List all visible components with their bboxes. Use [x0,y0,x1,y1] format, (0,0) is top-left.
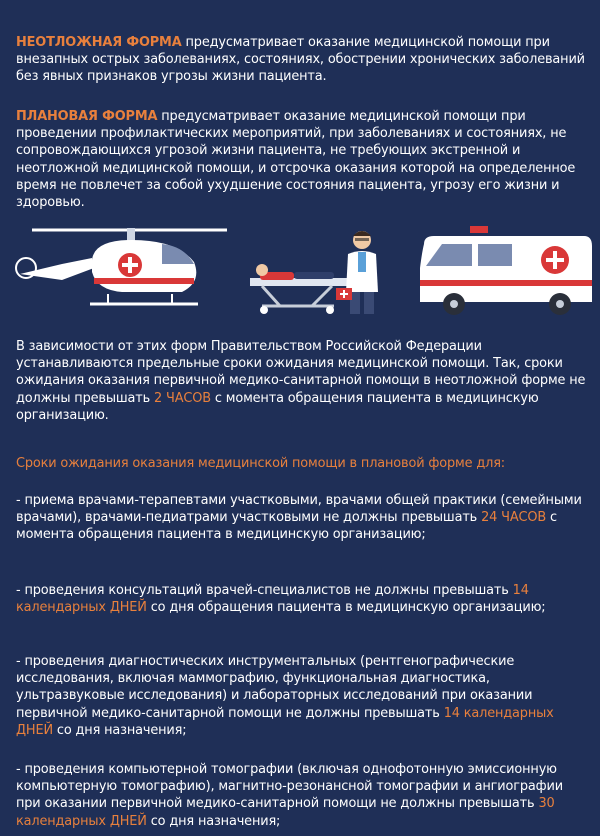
planned-form-paragraph [16,108,586,211]
planned-form-text: предусматривает оказание медицинской помощи при проведении профилактических мероприятий, при заболеваниях и состояниях, не сопровождающихся угрозой жизни пациента, не требующих экстренной и неотложной медицинской помощи, и отсрочка оказания которой на определенное время не повлечет за собой ухудшение состояния пациента, угрозу его жизни и здоровью. [16,109,576,211]
urgent-limit-highlight: 2 ЧАСОВ [154,390,211,406]
list-item: - проведения компьютерной томографии (включая однофотонную эмиссионную компьютерную томографию), магнитно-резонансной томографии и ангиографии при оказании первичной медико-санитарной помощи не должны превышать 30 календарных ДНЕЙ со дня назначения; [16,762,563,829]
urgent-form-paragraph [16,34,586,86]
waiting-times-text-2: с момента обращения пациента в медицинскую организацию. [16,390,539,423]
list-item: - проведения диагностических инструментальных (рентгенографические исследования, включая маммографию, функциональная диагностика, ультразвуковые исследования) и лабораторных исследований при оказании первичной медико-санитарной помощи не должны превышать 14 календарных ДНЕЙ со дня назначения; [16,654,554,738]
planned-form-lead: ПЛАНОВАЯ ФОРМА [16,109,158,124]
waiting-times-text-1: В зависимости от этих форм Правительством Российской Федерации устанавливаются предельные сроки ожидания медицинской помощи. Так, сроки ожидания оказания первичной медико-санитарной помощи в неотложной форме не должны превышать [16,339,586,406]
doctor-icon [336,231,378,314]
medical-illustration [12,222,598,322]
urgent-form-lead: НЕОТЛОЖНАЯ ФОРМА [16,35,182,50]
planned-limits-heading: Сроки ожидания оказания медицинской помощи в плановой форме для: [16,456,505,471]
urgent-form-text: предусматривает оказание медицинской помощи при внезапных острых заболеваниях, состояниях, обострении хронических заболеваний без явных признаков угрозы жизни пациента. [16,35,585,85]
stretcher-icon [250,264,350,314]
ambulance-icon [420,226,592,315]
list-item: - проведения консультаций врачей-специалистов не должны превышать 14 календарных ДНЕЙ со дня обращения пациента в медицинскую организацию; [16,583,546,616]
list-item: - приема врачами-терапевтами участковыми, врачами общей практики (семейными врачами), врачами-педиатрами участковыми не должны превышать 24 ЧАСОВ с момента обращения пациента в медицинскую организацию; [16,493,582,543]
waiting-times-paragraph [16,338,586,424]
helicopter-icon [16,228,227,304]
